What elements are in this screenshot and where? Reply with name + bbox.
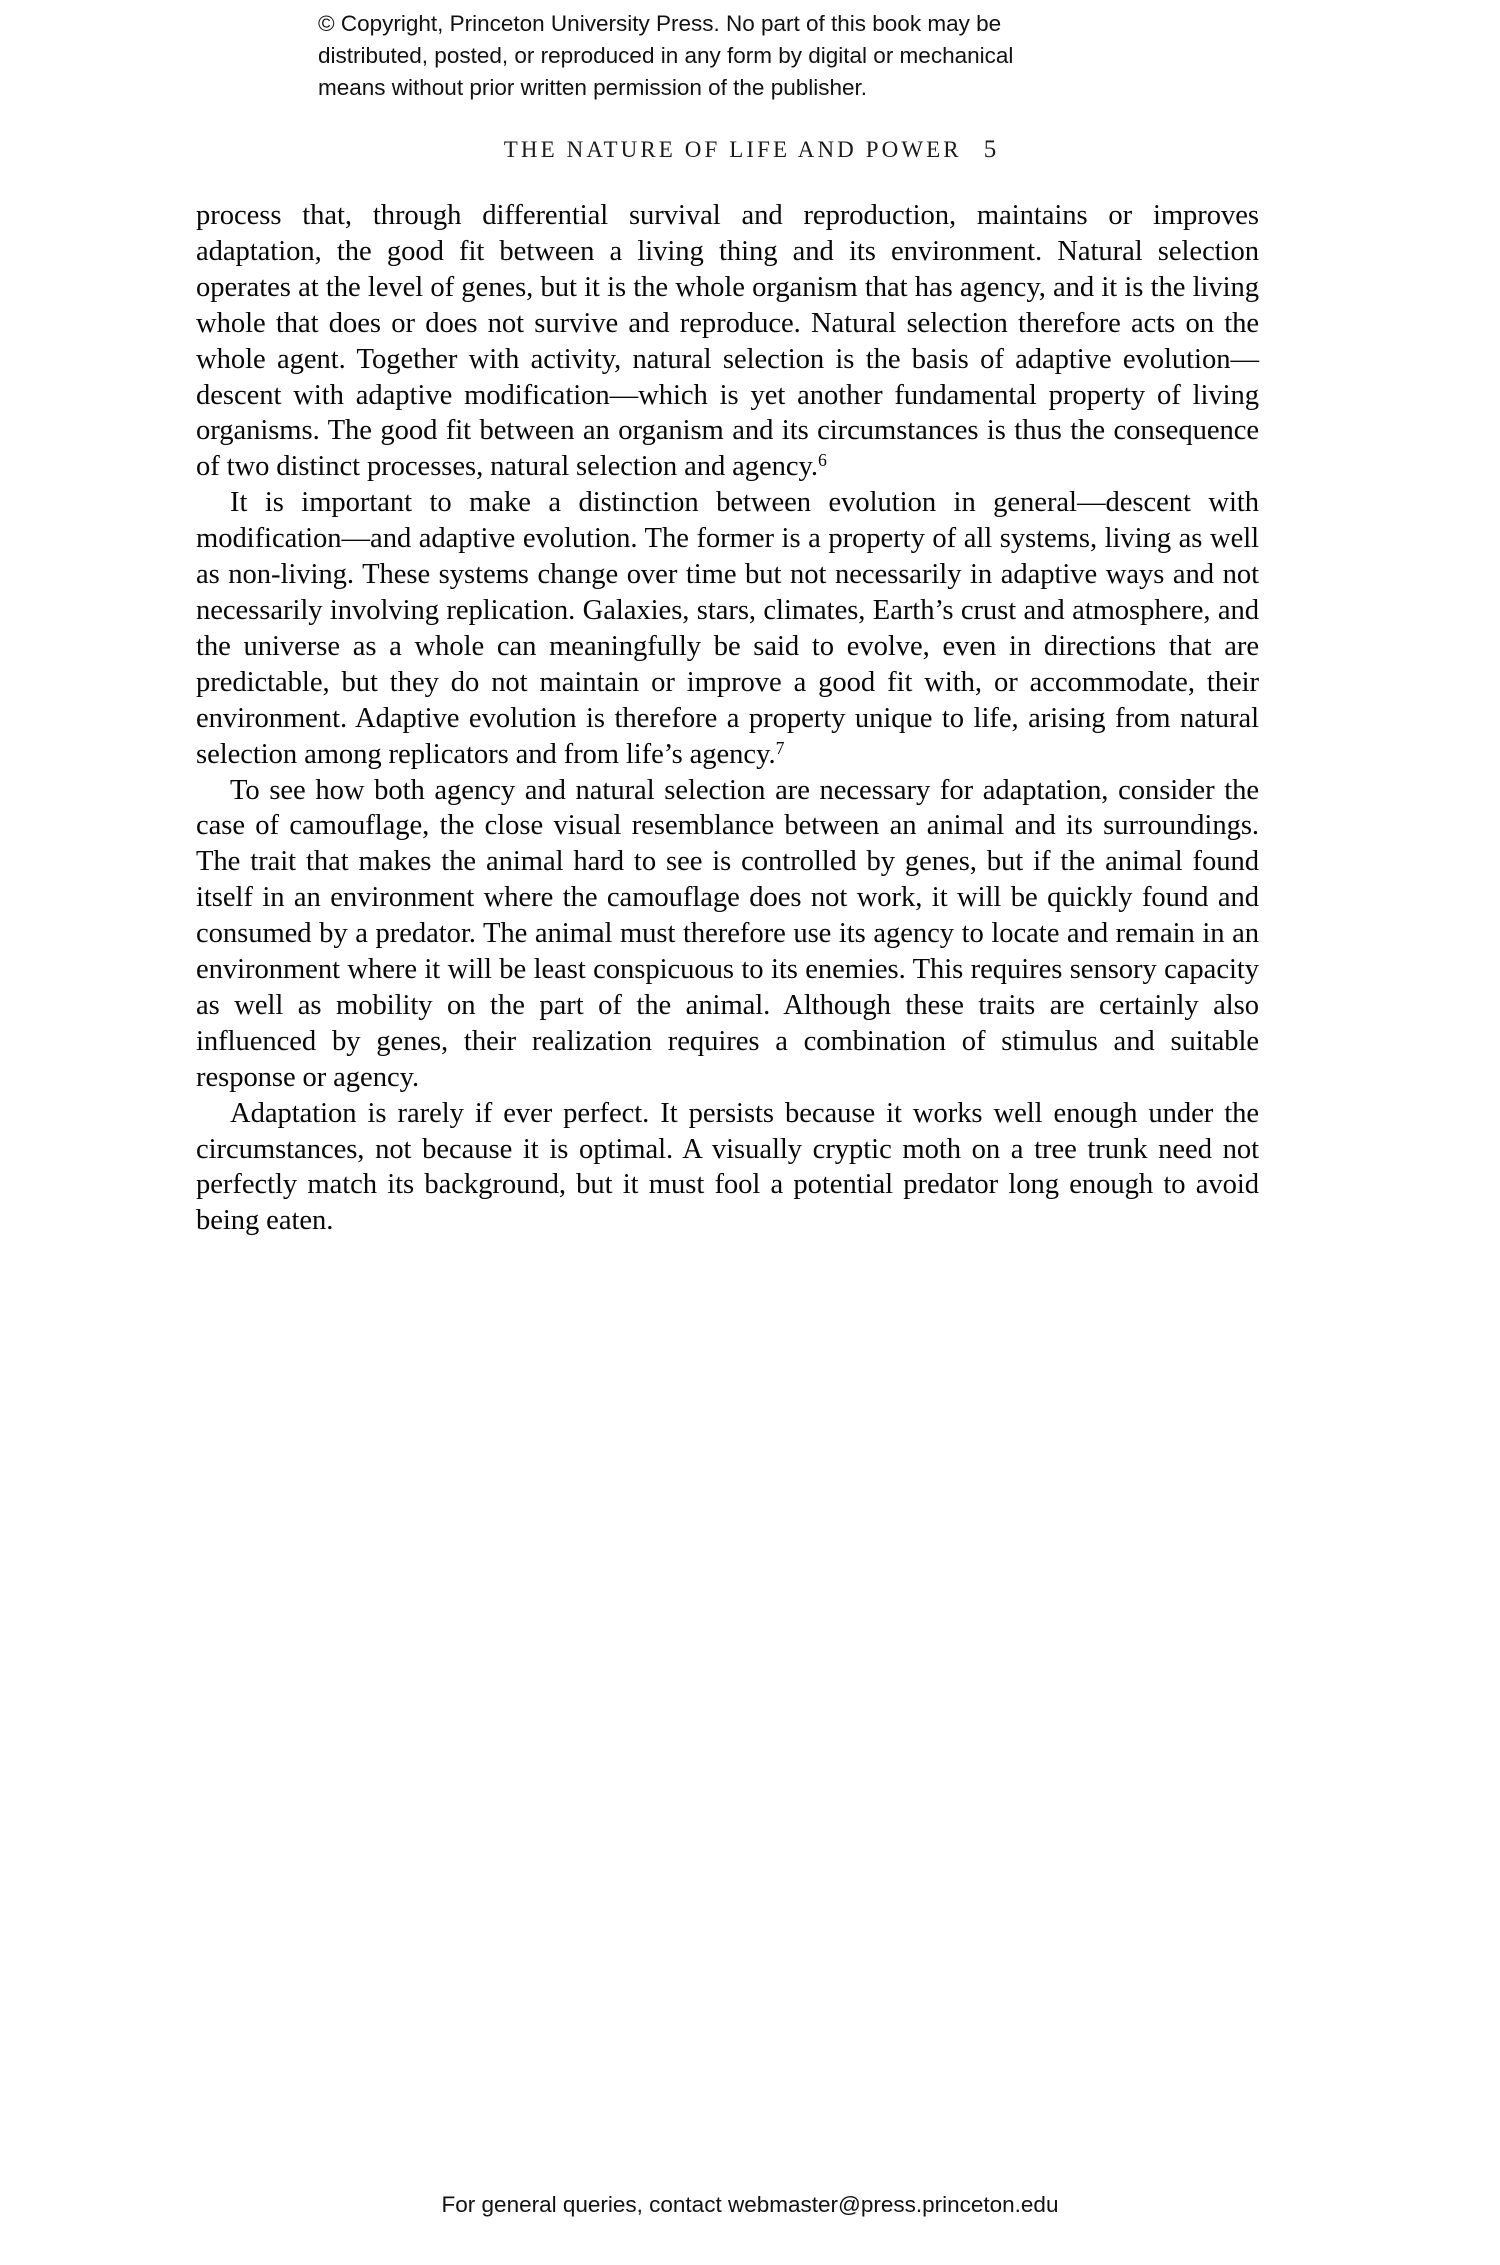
running-header	[0, 136, 1500, 164]
running-header-title: THE NATURE OF LIFE AND POWER	[503, 137, 962, 162]
paragraph-text: It is important to make a distinction between evolution in general—descent with modification—and adaptive evolution. The former is a property of all systems, living as well as non-living. These systems change over time but not necessarily in adaptive ways and not necessarily involving replication. Galaxies, stars, climates, Earth’s crust and atmosphere, and the universe as a whole can meaningfully be said to evolve, even in directions that are predictable, but they do not maintain or improve a good fit with, or accommodate, their environment. Adaptive evolution is therefore a property unique to life, arising from natural selection among replicators and from life’s agency.	[196, 487, 1259, 770]
copyright-line-3: means without prior written permission of the publisher.	[318, 75, 868, 100]
copyright-line-1: © Copyright, Princeton University Press. No part of this book may be	[318, 11, 1002, 36]
footer-contact-line: For general queries, contact webmaster@press.princeton.edu	[441, 2192, 1059, 2217]
body-paragraph	[196, 773, 1259, 1096]
copyright-line-2: distributed, posted, or reproduced in any form by digital or mechanical	[318, 43, 1014, 68]
body-paragraph	[196, 485, 1259, 772]
paragraph-text: To see how both agency and natural selection are necessary for adaptation, consider the case of camouflage, the close visual resemblance between an animal and its surroundings. The trait that makes the animal hard to see is controlled by genes, but if the animal found itself in an environment where the camouflage does not work, it will be quickly found and consumed by a predator. The animal must therefore use its agency to locate and remain in an environment where it will be least conspicuous to its enemies. This requires sensory capacity as well as mobility on the part of the animal. Although these traits are certainly also influenced by genes, their realization requires a combination of stimulus and suitable response or agency.	[196, 774, 1259, 1093]
page-number: 5	[983, 136, 997, 163]
paragraph-text: process that, through differential survival and reproduction, maintains or improves adaptation, the good fit between a living thing and its environment. Natural selection operates at the level of genes, but it is the whole organism that has agency, and it is the living whole that does or does not survive and reproduce. Natural selection therefore acts on the whole agent. Together with activity, natural selection is the basis of adaptive evolution—descent with adaptive modification—which is yet another fundamental property of living organisms. The good fit between an organism and its circumstances is thus the consequence of two distinct processes, natural selection and agency.	[196, 200, 1259, 483]
body-paragraph	[196, 1096, 1259, 1240]
copyright-notice	[318, 8, 1198, 104]
body-text-column	[196, 198, 1259, 1239]
footnote-marker[interactable]: 7	[775, 737, 785, 758]
body-paragraph	[196, 198, 1259, 485]
paragraph-text: Adaptation is rarely if ever perfect. It persists because it works well enough under the circumstances, not because it is optimal. A visually cryptic moth on a tree trunk need not perfectly match its background, but it must fool a potential predator long enough to avoid being eaten.	[196, 1097, 1259, 1237]
footnote-marker[interactable]: 6	[818, 450, 827, 471]
